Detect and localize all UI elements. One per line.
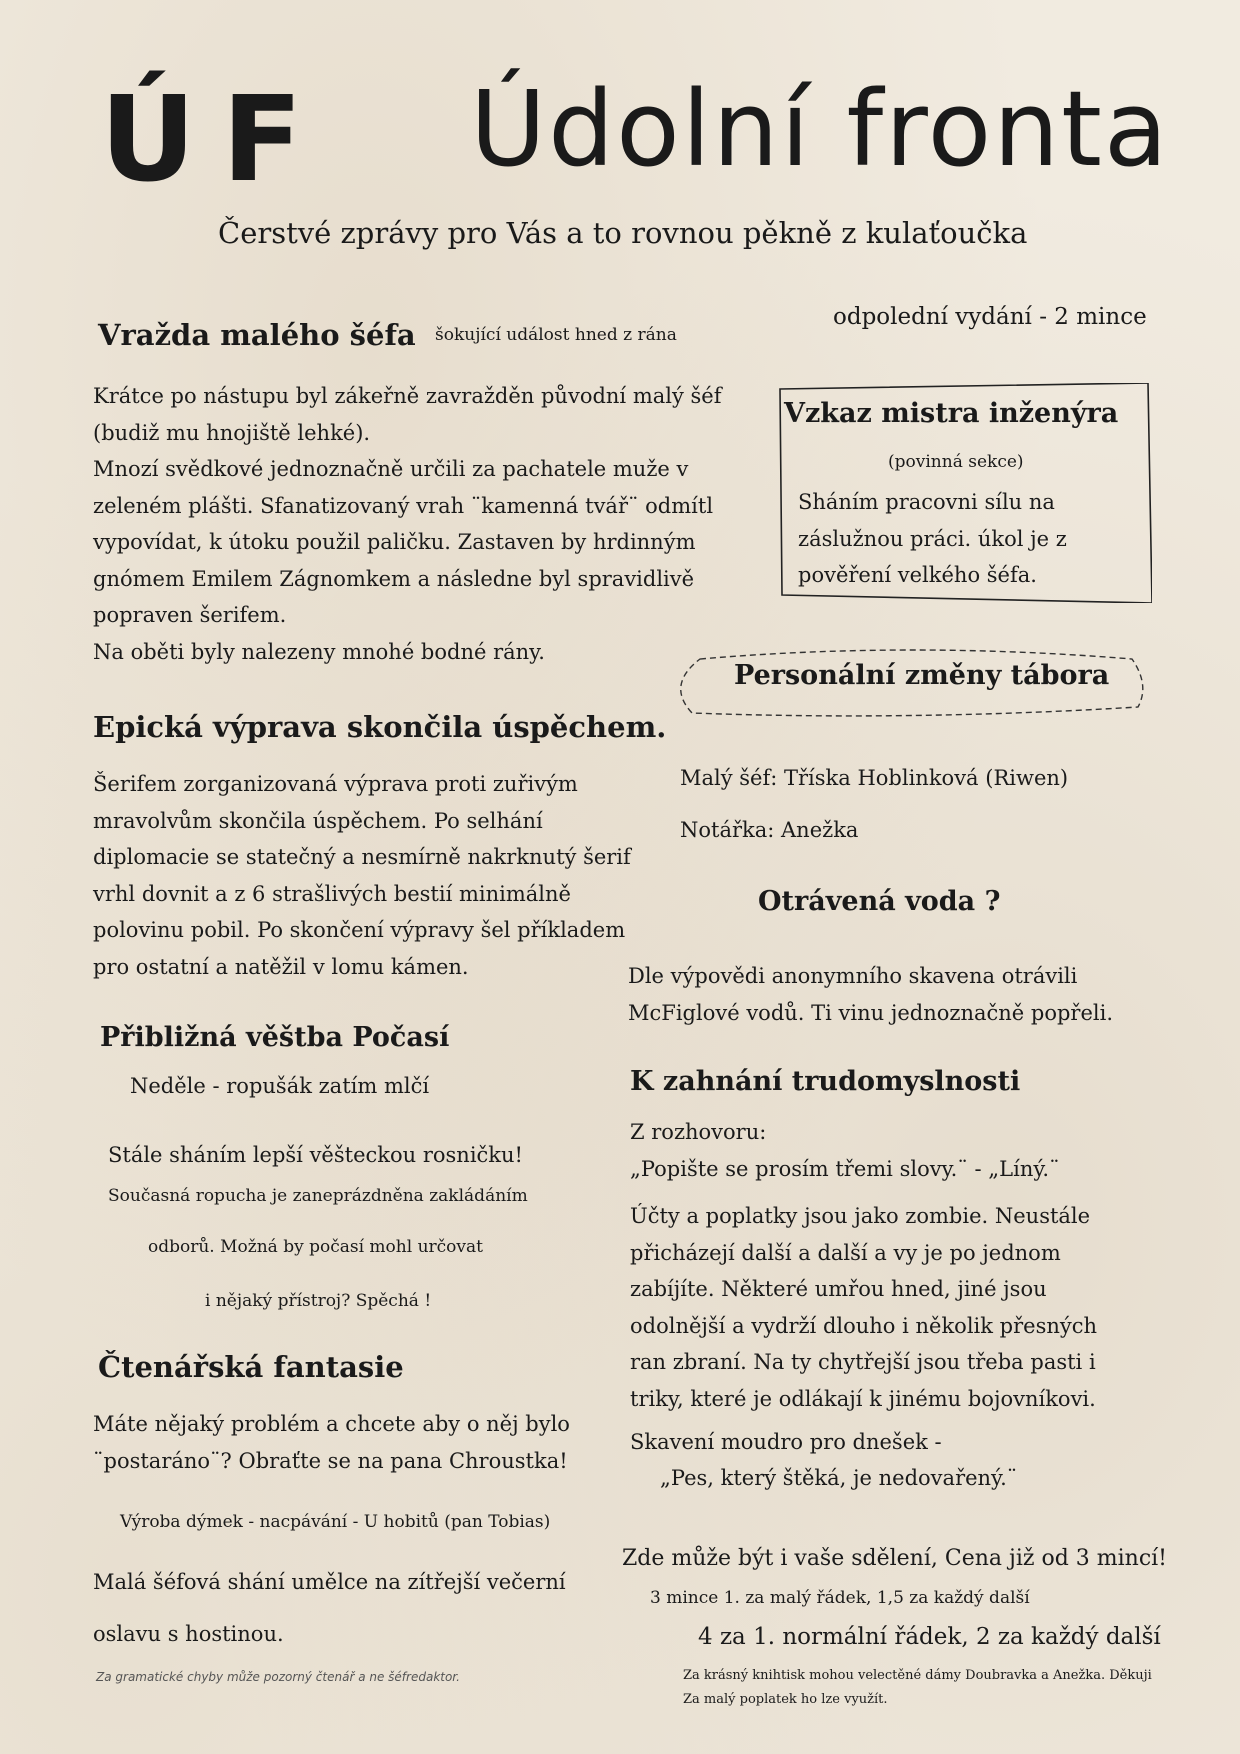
footer-credits-line: Za krásný knihtisk mohou velectěné dámy Doubravka a Anežka. Děkuji [683, 1668, 1152, 1683]
text-line: přicházejí další a další a vy je po jednom [630, 1240, 1061, 1265]
personnel-heading: Personální změny tábora [734, 660, 1110, 691]
text-line: Sháním pracovni sílu na [798, 490, 1055, 514]
footer-credits-line: Za malý poplatek ho lze využít. [683, 1692, 888, 1707]
personnel-body [680, 752, 1068, 856]
page-title: Údolní fronta [470, 68, 1170, 190]
engineer-body [798, 484, 1067, 594]
text-line: Malý šéf: Tříska Hoblinková (Riwen) [680, 766, 1069, 790]
text-line: McFiglové vodů. Ti vinu jednoznačně popřeli. [628, 1000, 1113, 1025]
fantasy-heading: Čtenářská fantasie [98, 1350, 404, 1384]
subtitle: Čerstvé zprávy pro Vás a to rovnou pěkně z kulaťoučka [218, 216, 1028, 250]
text-line: pověření velkého šéfa. [798, 563, 1037, 587]
text-line: vypovídat, k útoku použil paličku. Zastaven by hrdinným [93, 530, 696, 554]
logo-uf: ÚF [100, 70, 329, 208]
edition-price: odpolední vydání - 2 mince [833, 304, 1147, 330]
fantasy-body [93, 1406, 570, 1479]
text-line: záslužnou práci. úkol je z [798, 526, 1067, 551]
gloom-interview [630, 1114, 1060, 1187]
engineer-subheading: (povinná sekce) [888, 452, 1024, 472]
text-line: polovinu pobil. Po skončení výpravy šel příkladem [93, 918, 626, 942]
text-line: (budiž mu hnojiště lehké). [93, 420, 371, 445]
engineer-heading: Vzkaz mistra inženýra [784, 398, 1119, 429]
text-line: „Popište se prosím třemi slovy.¨ - „Líný.¨ [630, 1156, 1060, 1181]
text-line: vrhl dovnit a z 6 strašlivých bestií minimálně [93, 881, 571, 906]
weather-heading: Přibližná věštba Počasí [100, 1022, 450, 1053]
ads-headline: Zde může být i vaše sdělení, Cena již od 3 mincí! [622, 1546, 1168, 1571]
gloom-bills [630, 1198, 1097, 1417]
text-line: ¨postaráno¨? Obraťte se na pana Chroustka! [93, 1448, 568, 1473]
text-line: Mnozí svědkové jednoznačně určili za pachatele muže v [93, 457, 689, 481]
text-line: Máte nějaký problém a chcete aby o něj bylo [93, 1412, 570, 1436]
text-line: popraven šerifem. [93, 603, 287, 627]
ads-normal-rate: 4 za 1. normální řádek, 2 za každý další [698, 1624, 1161, 1650]
weather-note-line: i nějaký přístroj? Spěchá ! [205, 1291, 432, 1311]
expedition-heading: Epická výprava skončila úspěchem. [93, 710, 667, 744]
fantasy-ad: Výroba dýmek - nacpávání - U hobitů (pan Tobias) [120, 1512, 551, 1532]
weather-note-line: Současná ropucha je zaneprázdněna zakládáním [108, 1186, 528, 1206]
weather-note-line: odborů. Možná by počasí mohl určovat [148, 1237, 483, 1257]
text-line: Šerifem zorganizovaná výprava proti zuřivým [93, 772, 578, 796]
weather-forecast: Neděle - ropušák zatím mlčí [130, 1074, 430, 1098]
weather-wanted: Stále sháním lepší věšteckou rosničku! [108, 1143, 523, 1167]
murder-tagline: šokující událost hned z rána [435, 325, 677, 345]
fantasy-body-2 [93, 1556, 566, 1660]
text-line: Krátce po nástupu byl zákeřně zavražděn původní malý šéf [93, 384, 722, 408]
expedition-body [93, 766, 631, 985]
murder-heading: Vražda malého šéfa [98, 318, 416, 352]
text-line: oslavu s hostinou. [93, 1622, 284, 1646]
text-line: Z rozhovoru: [630, 1120, 767, 1144]
water-heading: Otrávená voda ? [758, 886, 1001, 917]
water-body [628, 958, 1113, 1031]
ads-small-rate: 3 mince 1. za malý řádek, 1,5 za každý další [650, 1588, 1030, 1608]
text-line: Na oběti byly nalezeny mnohé bodné rány. [93, 639, 545, 664]
text-line: Účty a poplatky jsou jako zombie. Neustále [630, 1204, 1091, 1228]
text-line: ran zbraní. Na ty chytřejší jsou třeba pasti i [630, 1350, 1096, 1374]
gloom-wisdom: „Pes, který štěká, je nedovařený.¨ [660, 1466, 1018, 1490]
gloom-heading: K zahnání trudomyslnosti [630, 1066, 1021, 1097]
murder-body [93, 378, 721, 670]
text-line: odolnější a vydrží dlouho i několik přesných [630, 1313, 1098, 1338]
text-line: diplomacie se statečný a nesmírně nakrknutý šerif [93, 845, 631, 869]
text-line: triky, které je odlákají k jinému bojovníkovi. [630, 1386, 1096, 1411]
gloom-wisdom-intro: Skavení moudro pro dnešek - [630, 1430, 942, 1454]
text-line: Notářka: Anežka [680, 818, 859, 842]
text-line: gnómem Emilem Zágnomkem a následne byl spravidlivě [93, 566, 695, 591]
text-line: mravolvům skončila úspěchem. Po selhání [93, 808, 543, 833]
text-line: zeleném plášti. Sfanatizovaný vrah ¨kamenná tvář¨ odmítl [93, 493, 714, 518]
text-line: Dle výpovědi anonymního skavena otrávili [628, 964, 1078, 988]
text-line: Malá šéfová shání umělce na zítřejší večerní [93, 1570, 566, 1594]
footer-errors-note: Za gramatické chyby může pozorný čtenář a ne šéfredaktor. [96, 1670, 460, 1684]
text-line: pro ostatní a natěžil v lomu kámen. [93, 954, 469, 979]
text-line: zabíjíte. Některé umřou hned, jiné jsou [630, 1277, 1047, 1301]
